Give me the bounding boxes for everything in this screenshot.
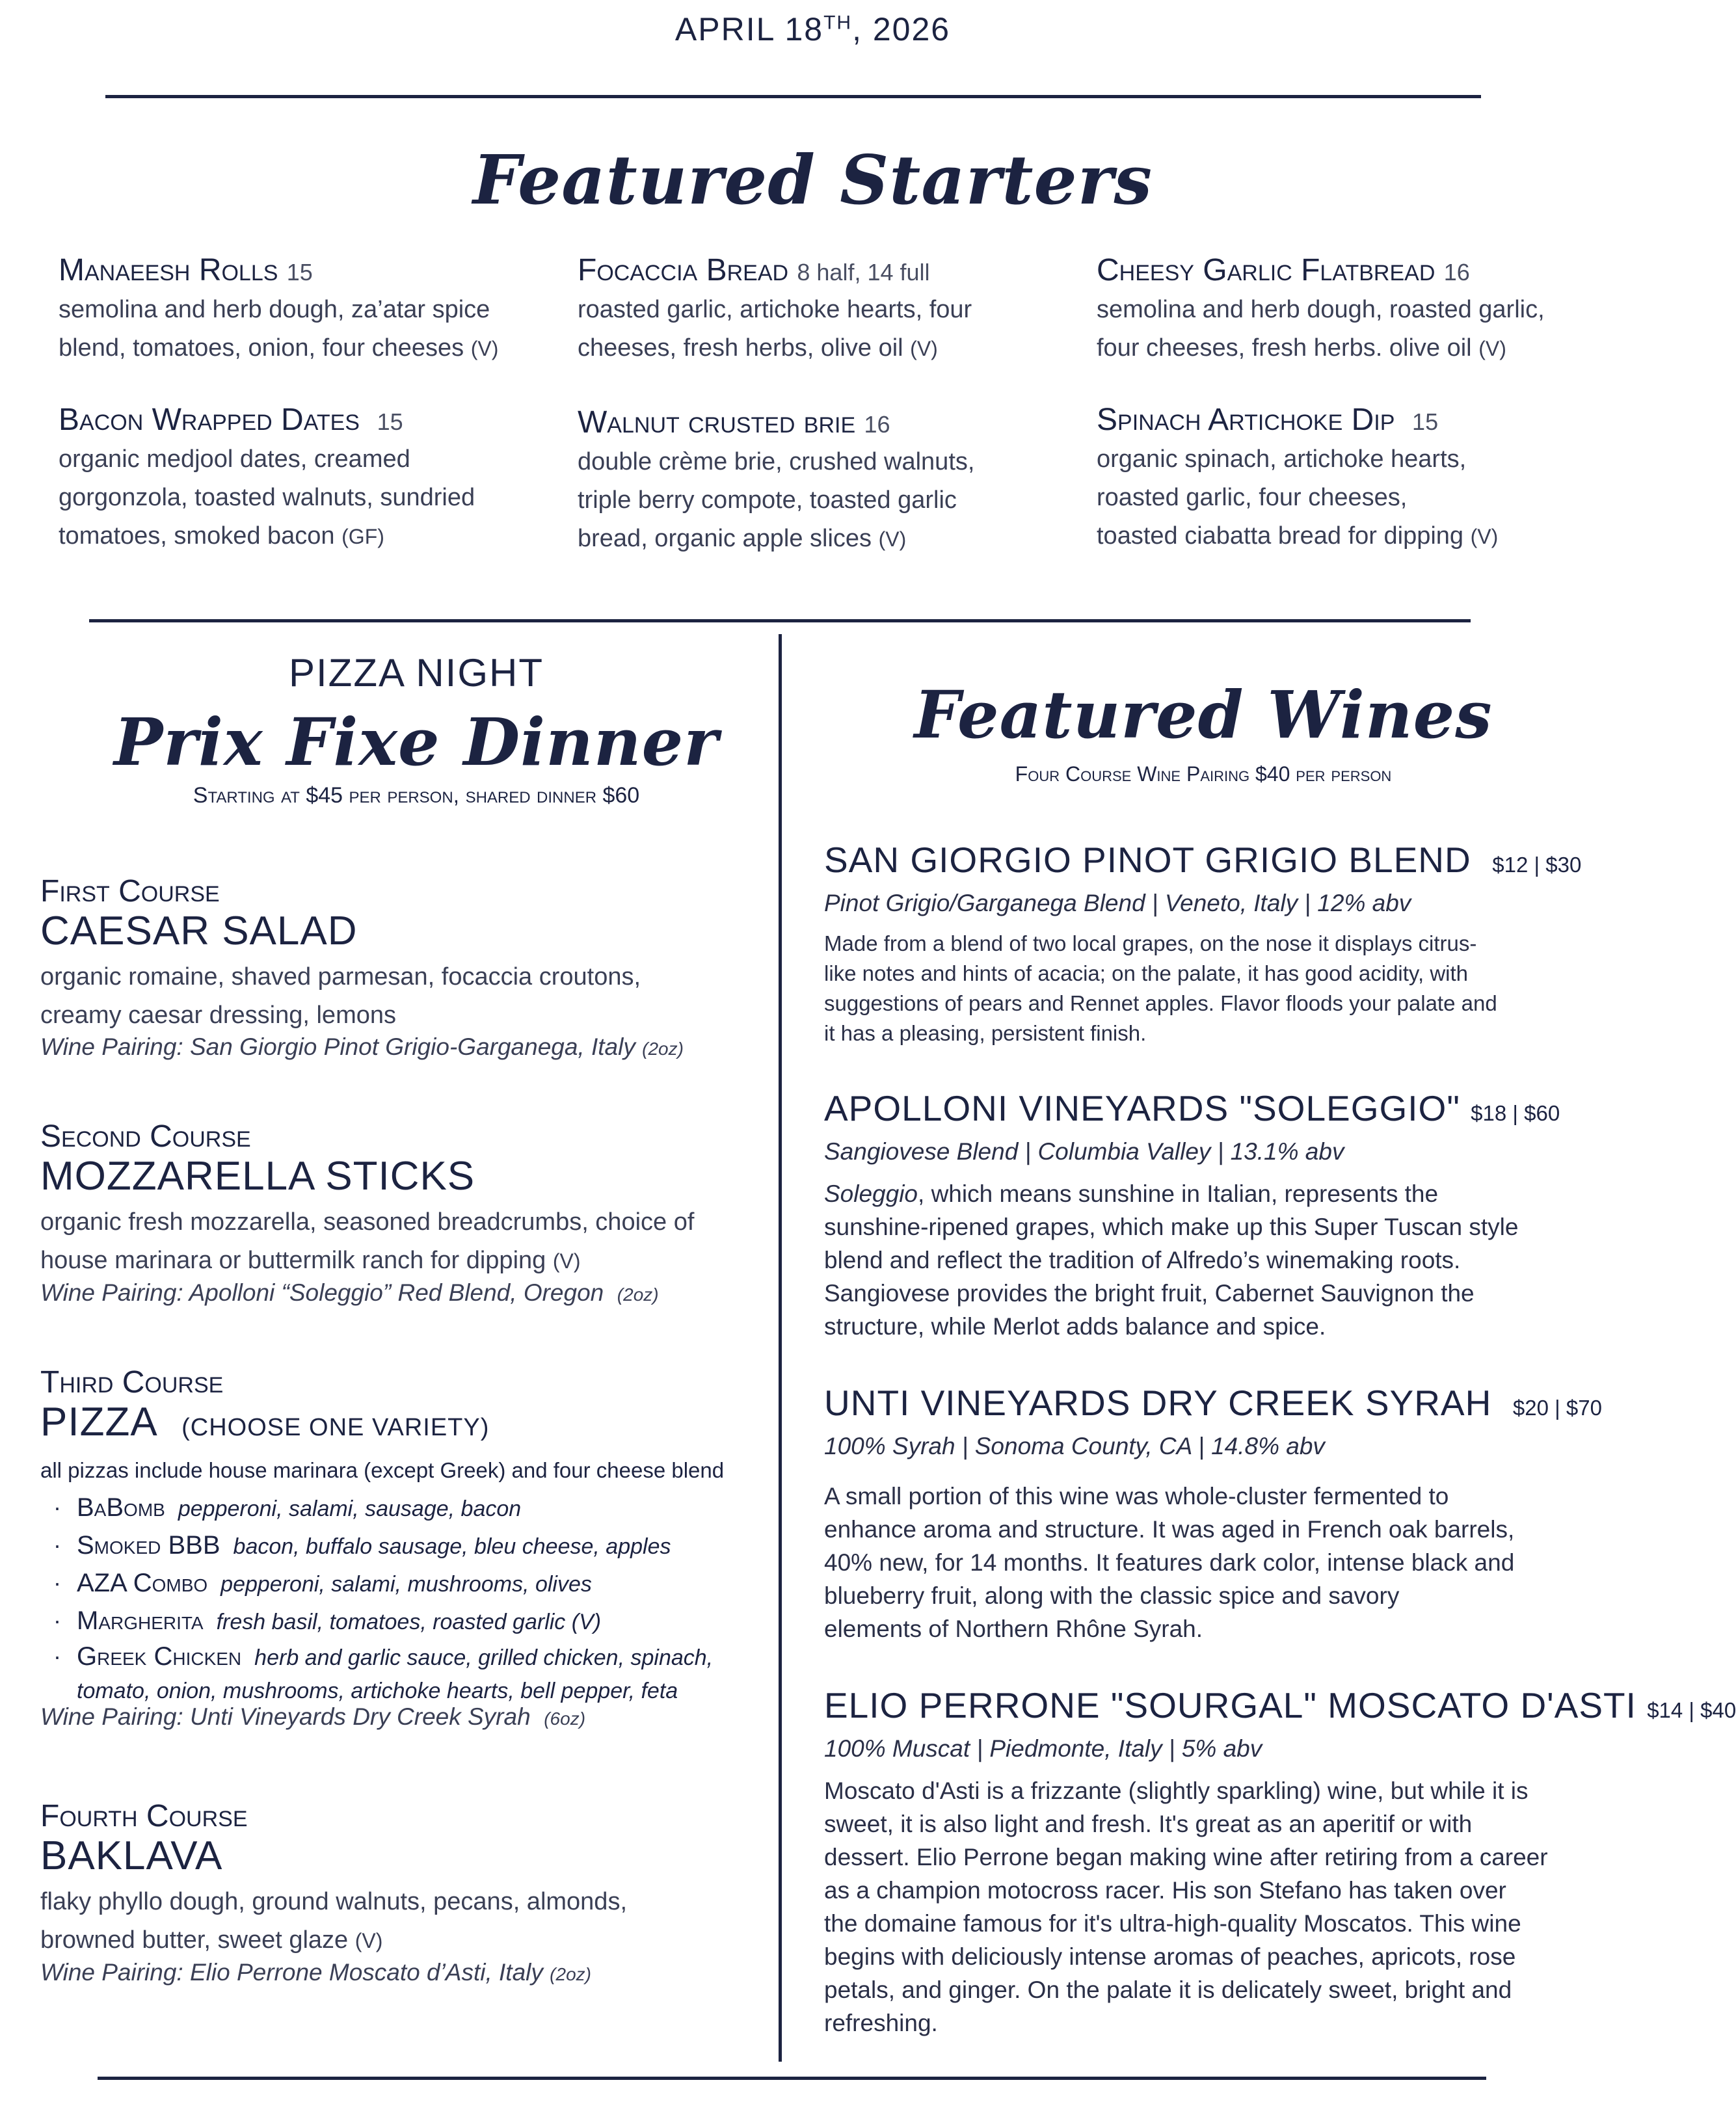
mid-divider [89,619,1471,622]
wines-subtitle: Four Course Wine Pairing $40 per person [1015,762,1392,786]
wine-unti-syrah: UNTI VINEYARDS DRY CREEK SYRAH $20 | $70 100% Syrah | Sonoma County, CA | 14.8% abv A small portion of this wine was whole-cluster fermented to enhance aroma and structure. It was aged in French oak barrels, 40% new, for 14 months. It features dark color, intense black and blueberry fruit, along with the classic spice and savory elements of Northern Rhône Syrah. [824,1383,1602,1642]
starters-title: Featured Starters [472,140,1153,220]
course-first: First Course CAESAR SALAD organic romaine, shaved parmesan, focaccia croutons, creamy caesar dressing, lemons Wine Pairing: San Giorgio Pinot Grigio-Garganega, Italy (2oz) [40,874,684,1060]
wine-elio-perrone-moscato: ELIO PERRONE "SOURGAL" MOSCATO D'ASTI $14 | $40 100% Muscat | Piedmonte, Italy | 5% abv Moscato d'Asti is a frizzante (slightly sparkling) wine, but while it is sweet, it is also light and fresh. It's great as an aperitif or with dessert. Elio Perrone began making wine after retiring from a career as a champion motocross racer. His son Stefano has taken over the domaine famous for it's ultra-high-quality Moscatos. This wine begins with deliciously intense aromas of peaches, apricots, rose petals, and ginger. On the palate it is delicately sweet, bright and refreshing. [824,1685,1736,2036]
starter-cheesy-garlic-flatbread: Cheesy Garlic Flatbread 16 semolina and herb dough, roasted garlic, four cheeses, fresh herbs. olive oil (V) [1097,253,1545,362]
pizza-item: · Smoked BBB bacon, buffalo sausage, bleu cheese, apples [53,1531,671,1560]
pizza-item: · Greek Chicken herb and garlic sauce, grilled chicken, spinach, tomato, onion, mushrooms, artichoke hearts, bell pepper, feta [53,1642,714,1703]
pizza-night-label: PIZZA NIGHT [288,651,544,695]
pizza-item: · AZA Combo pepperoni, salami, mushrooms, olives [53,1569,592,1597]
starter-spinach-artichoke-dip: Spinach Artichoke Dip 15 organic spinach, artichoke hearts, roasted garlic, four cheeses, toasted ciabatta bread for dipping (V) [1097,403,1499,550]
prix-fixe-subtitle: Starting at $45 per person, shared dinner $60 [193,783,640,808]
course-fourth: Fourth Course BAKLAVA flaky phyllo dough, ground walnuts, pecans, almonds, browned butter, sweet glaze (V) Wine Pairing: Elio Perrone Moscato d’Asti, Italy (2oz) [40,1799,627,1986]
prix-fixe-title: Prix Fixe Dinner [114,704,719,780]
wines-title: Featured Wines [914,676,1493,753]
wine-apolloni-soleggio: APOLLONI VINEYARDS "SOLEGGIO" $18 | $60 Sangiovese Blend | Columbia Valley | 13.1% abv Soleggio, which means sunshine in Italian, represents the sunshine-ripened grapes, which make up this Super Tuscan style blend and reflect the tradition of Alfredo’s winemaking roots. Sangiovese provides the bright fruit, Cabernet Sauvignon the structure, while Merlot adds balance and spice. [824,1088,1560,1340]
starter-focaccia-bread: Focaccia Bread 8 half, 14 full roasted garlic, artichoke hearts, four cheeses, fresh herbs, olive oil (V) [578,253,972,362]
pizza-item: · BaBomb pepperoni, salami, sausage, bacon [53,1493,522,1522]
starter-bacon-wrapped-dates: Bacon Wrapped Dates 15 organic medjool dates, creamed gorgonzola, toasted walnuts, sundried tomatoes, smoked bacon (GF) [59,403,475,550]
starter-manaeesh-rolls: Manaeesh Rolls 15 semolina and herb dough, za’atar spice blend, tomatoes, onion, four cheeses (V) [59,253,499,362]
course-third: Third Course PIZZA (CHOOSE ONE VARIETY) all pizzas include house marinara (except Greek) and four cheese blend · BaBomb pepperoni, salami, sausage, bacon · Smoked BBB bacon, buffalo sausage, bleu cheese, apples · AZA Combo pepperoni, salami, mushrooms, olives · Margherita fresh basil, tomatoes, roasted garlic (V) · Greek Chicken herb and garlic sauce, grilled chicken, spinach, tomato, onion, mushrooms, artichoke hearts, bell pepper, feta Wine Pairing: Unti Vineyards Dry Creek Syrah (6oz) [40,1364,775,1731]
menu-date: APRIL 18TH, 2026 [674,11,951,47]
pizza-varieties [40,1489,775,1707]
pizza-item: · Margherita fresh basil, tomatoes, roasted garlic (V) [53,1606,602,1635]
bottom-divider [98,2077,1486,2080]
wine-san-giorgio: SAN GIORGIO PINOT GRIGIO BLEND $12 | $30 Pinot Grigio/Garganega Blend | Veneto, Italy | 12% abv Made from a blend of two local grapes, on the nose it displays citrus- like notes and hints of acacia; on the palate, it has good acidity, with suggestions of pears and Rennet apples. Flavor floods your palate and it has a pleasing, persistent finish. [824,840,1582,1045]
column-divider [779,634,782,2062]
course-second: Second Course MOZZARELLA STICKS organic fresh mozzarella, seasoned breadcrumbs, choice of house marinara or buttermilk ranch for dipping (V) Wine Pairing: Apolloni “Soleggio” Red Blend, Oregon (2oz) [40,1119,695,1306]
starter-walnut-crusted-brie: Walnut crusted brie 16 double crème brie, crushed walnuts, triple berry compote, toasted garlic bread, organic apple slices (V) [578,405,975,552]
top-divider [105,95,1481,98]
